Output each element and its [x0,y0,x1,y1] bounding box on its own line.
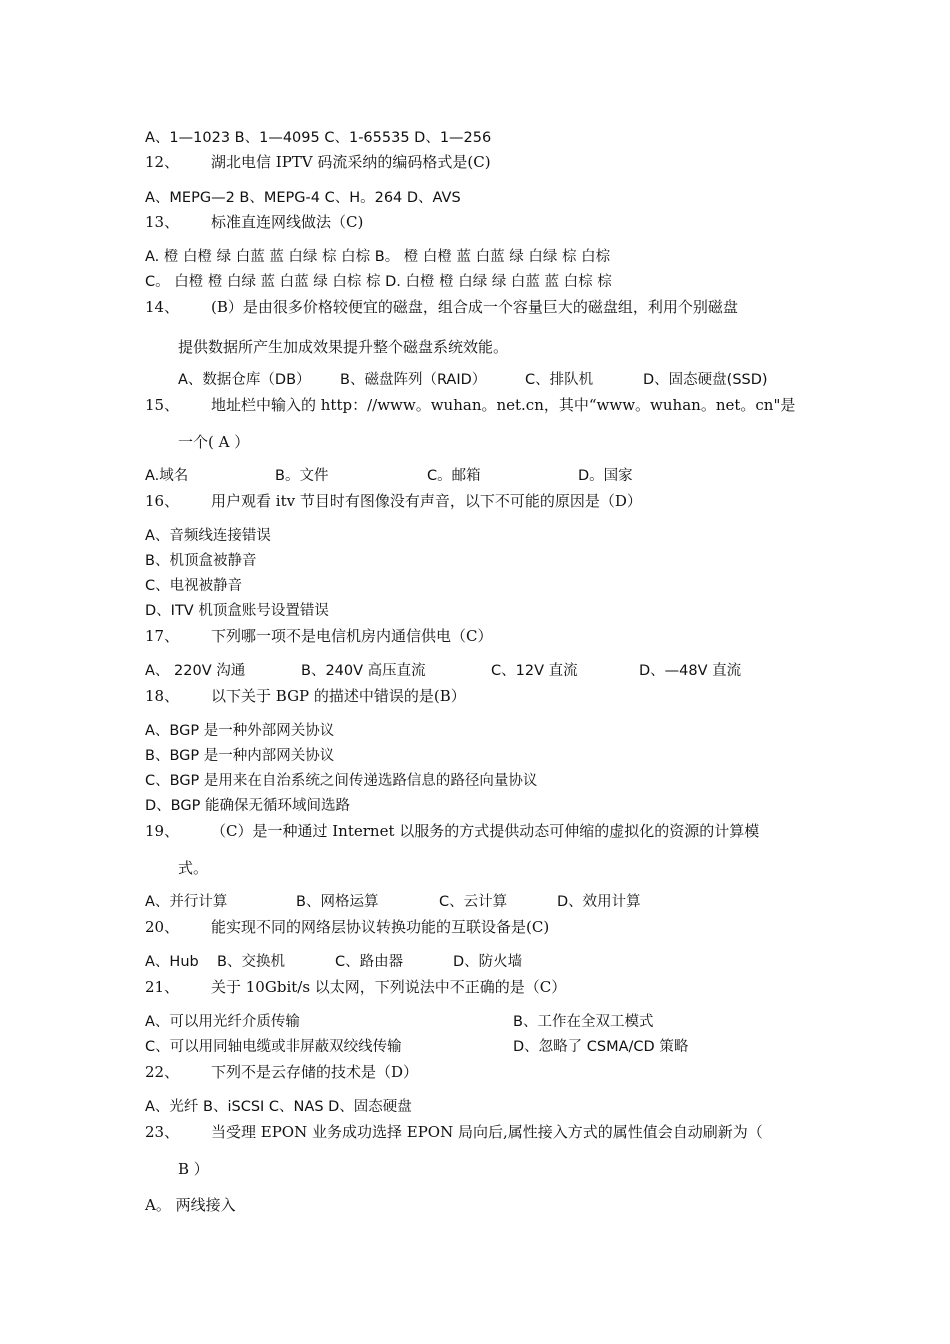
q18-option-d: D、BGP 能确保无循环域间选路 [145,798,350,814]
option-b: B、网格运算 [296,894,379,910]
option-a: A、数据仓库（DB） [178,372,311,388]
question-number: 19、 [145,822,180,840]
question-number: 23、 [145,1123,180,1141]
q23-option-a: A。 两线接入 [145,1196,236,1214]
question-16 [145,491,642,511]
q18-option-a: A、BGP 是一种外部网关协议 [145,723,335,739]
question-text: 下列哪一项不是电信机房内通信供电（C） [211,627,493,645]
option-a: A、可以用光纤介质传输 [145,1014,300,1030]
option-c: C、路由器 [335,954,404,970]
question-17 [145,626,492,646]
q15-options [145,466,705,486]
question-text: 标准直连网线做法（C) [211,213,364,231]
q12-options: A、MEPG—2 B、MEPG-4 C、H。264 D、AVS [145,190,461,206]
question-14 [145,297,738,317]
option-c: C、云计算 [439,894,508,910]
question-number: 21、 [145,978,180,996]
q14-options [178,370,798,390]
question-number: 14、 [145,298,180,316]
q21-options-cd [145,1037,765,1057]
option-b: B、240V 高压直流 [301,663,426,679]
question-text: 关于 10Gbit/s 以太网，下列说法中不正确的是（C） [211,978,567,996]
option-b: B、工作在全双工模式 [513,1014,654,1030]
q16-option-d: D、ITV 机顶盒账号设置错误 [145,603,329,619]
question-23-continued: B ） [178,1160,209,1178]
question-22 [145,1062,418,1082]
question-number: 16、 [145,492,180,510]
q20-options [145,952,705,972]
option-d: D、忽略了 CSMA/CD 策略 [513,1039,689,1055]
q19-options [145,892,705,912]
question-number: 20、 [145,918,180,936]
question-text: 湖北电信 IPTV 码流采纳的编码格式是(C) [211,153,491,171]
question-number: 13、 [145,213,180,231]
question-number: 17、 [145,627,180,645]
q22-options: A、光纤 B、iSCSI C、NAS D、固态硬盘 [145,1099,412,1115]
option-a: A、并行计算 [145,894,228,910]
option-c: C。邮箱 [427,468,481,484]
question-text: 下列不是云存储的技术是（D） [211,1063,419,1081]
question-23 [145,1122,763,1142]
question-12 [145,152,491,172]
question-20 [145,917,549,937]
option-b: B、磁盘阵列（RAID） [340,372,487,388]
question-text: 能实现不同的网络层协议转换功能的互联设备是(C) [211,918,550,936]
question-13 [145,212,363,232]
q16-option-c: C、电视被静音 [145,578,243,594]
question-number: 18、 [145,687,180,705]
option-a: A.域名 [145,468,189,484]
question-number: 15、 [145,396,180,414]
question-text: 用户观看 itv 节目时有图像没有声音，以下不可能的原因是（D） [211,492,642,510]
q16-option-a: A、音频线连接错误 [145,528,271,544]
question-text: 地址栏中输入的 http：//www。wuhan。net.cn，其中“www。wuhan。net。cn"是 [211,396,796,414]
q13-options-ab: A. 橙 白橙 绿 白蓝 蓝 白绿 棕 白棕 B。 橙 白橙 蓝 白蓝 绿 白绿 棕 白棕 [145,249,611,265]
option-c: C、12V 直流 [491,663,578,679]
option-c: C、排队机 [525,372,594,388]
option-d: D、效用计算 [557,894,641,910]
q18-option-b: B、BGP 是一种内部网关协议 [145,748,335,764]
option-d: D、防火墙 [453,954,523,970]
option-d: D、—48V 直流 [639,663,742,679]
question-15-continued: 一个( A ） [178,433,250,451]
question-14-continued: 提供数据所产生加成效果提升整个磁盘系统效能。 [178,338,509,356]
question-21 [145,977,566,997]
option-b: B。文件 [275,468,329,484]
q21-options-ab [145,1012,765,1032]
option-a: A、Hub [145,954,199,970]
question-number: 12、 [145,153,180,171]
question-text: （C）是一种通过 Internet 以服务的方式提供动态可伸缩的虚拟化的资源的计算模 [211,822,760,840]
question-text: 当受理 EPON 业务成功选择 EPON 局向后,属性接入方式的属性值会自动刷新为（ [211,1123,763,1141]
option-a: A、 220V 沟通 [145,663,246,679]
question-19 [145,821,759,841]
question-text: (B）是由很多价格较便宜的磁盘，组合成一个容量巨大的磁盘组，利用个别磁盘 [211,298,738,316]
option-d: D。国家 [578,468,633,484]
option-d: D、固态硬盘(SSD) [643,372,768,388]
q17-options [145,661,765,681]
q13-options-cd: C。 白橙 橙 白绿 蓝 白蓝 绿 白棕 棕 D. 白橙 橙 白绿 绿 白蓝 蓝 白棕 棕 [145,274,612,290]
q18-option-c: C、BGP 是用来在自治系统之间传递选路信息的路径向量协议 [145,773,538,789]
question-15 [145,395,795,415]
q11-options: A、1—1023 B、1—4095 C、1-65535 D、1—256 [145,130,492,146]
question-18 [145,686,466,706]
question-number: 22、 [145,1063,180,1081]
question-text: 以下关于 BGP 的描述中错误的是(B） [211,687,466,705]
option-b: B、交换机 [217,954,285,970]
option-c: C、可以用同轴电缆或非屏蔽双绞线传输 [145,1039,402,1055]
question-19-continued: 式。 [178,859,209,877]
q16-option-b: B、机顶盒被静音 [145,553,257,569]
